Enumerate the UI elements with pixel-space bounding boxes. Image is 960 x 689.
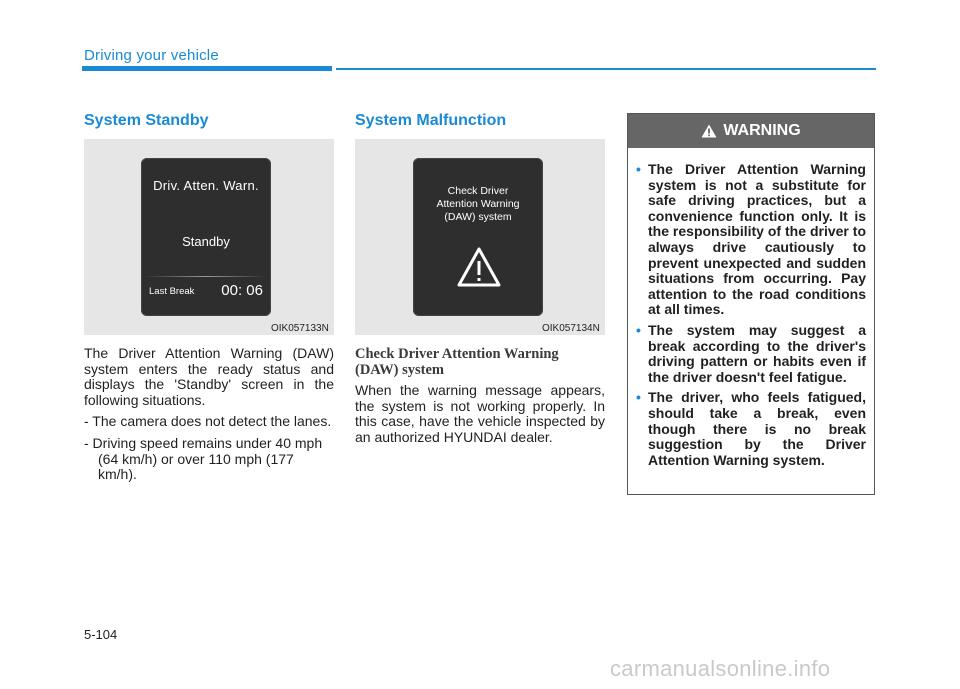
bullet-icon: • — [636, 389, 641, 406]
system-standby-title: System Standby — [84, 112, 209, 129]
screen-line-3: (DAW) system — [444, 211, 512, 223]
bullet-icon: • — [636, 161, 641, 177]
screen-title: Driv. Atten. Warn. — [153, 178, 259, 193]
page-number: 5-104 — [84, 627, 118, 642]
malfunction-figure — [355, 139, 605, 335]
watermark: carmanualsonline.info — [610, 656, 831, 681]
header-rule-thick — [82, 66, 332, 71]
standby-body — [84, 346, 334, 489]
bullet-icon: • — [636, 321, 641, 338]
warning-item-3 — [636, 389, 866, 468]
warning-item-2-text: The system may suggest a break according to the driver's driving pattern or habits even if the driver doesn't feel fatigue. — [648, 321, 866, 385]
malfunction-figure-caption: OIK057134N — [542, 323, 600, 334]
screen-divider — [145, 276, 267, 277]
standby-figure-caption: OIK057133N — [271, 323, 329, 334]
section-header: Driving your vehicle — [84, 47, 219, 64]
screen-line-1: Check Driver — [447, 185, 509, 197]
standby-figure — [84, 139, 334, 335]
standby-intro: The Driver Attention Warning (DAW) system enters the ready status and displays the 'Standby' screen in the following situations. — [84, 345, 334, 408]
header-rule-thin — [336, 68, 876, 70]
warning-item-2 — [636, 321, 866, 385]
warning-header — [628, 114, 874, 148]
malfunction-body: When the warning message appears, the system is not working properly. In this case, have the vehicle inspected by an authorized HYUNDAI dealer. — [355, 382, 605, 445]
warning-item-3-text: The driver, who feels fatigued, should take a break, even though there is no break suggestion by the Driver Attention Warning system. — [648, 389, 866, 468]
warning-item-1 — [636, 161, 866, 318]
warning-box — [627, 113, 875, 495]
warning-title: WARNING — [723, 122, 801, 139]
warning-item-1-text: The Driver Attention Warning system is not a substitute for safe driving practices, but a convenience function only. It is the responsibility of the driver to always drive cautiously to prevent unexpected and sudden situations from occurring. Pay attention to the road conditions at all times. — [648, 161, 866, 318]
screen-status: Standby — [182, 234, 230, 249]
warning-list — [628, 148, 874, 468]
warning-triangle-icon — [456, 246, 502, 288]
last-break-time: 00: 06 — [221, 282, 263, 299]
malfunction-cluster-screen — [413, 158, 543, 316]
warning-triangle-icon — [701, 124, 717, 138]
standby-item-2: - Driving speed remains under 40 mph (64 km/h) or over 110 mph (177 km/h). — [84, 434, 323, 483]
system-malfunction-title: System Malfunction — [355, 112, 507, 129]
check-daw-subhead: Check Driver Attention Warning (DAW) system — [355, 346, 559, 378]
last-break-label: Last Break — [149, 286, 195, 297]
screen-line-2: Attention Warning — [436, 198, 520, 210]
standby-item-1: - The camera does not detect the lanes. — [84, 413, 332, 430]
standby-cluster-screen — [141, 158, 271, 316]
